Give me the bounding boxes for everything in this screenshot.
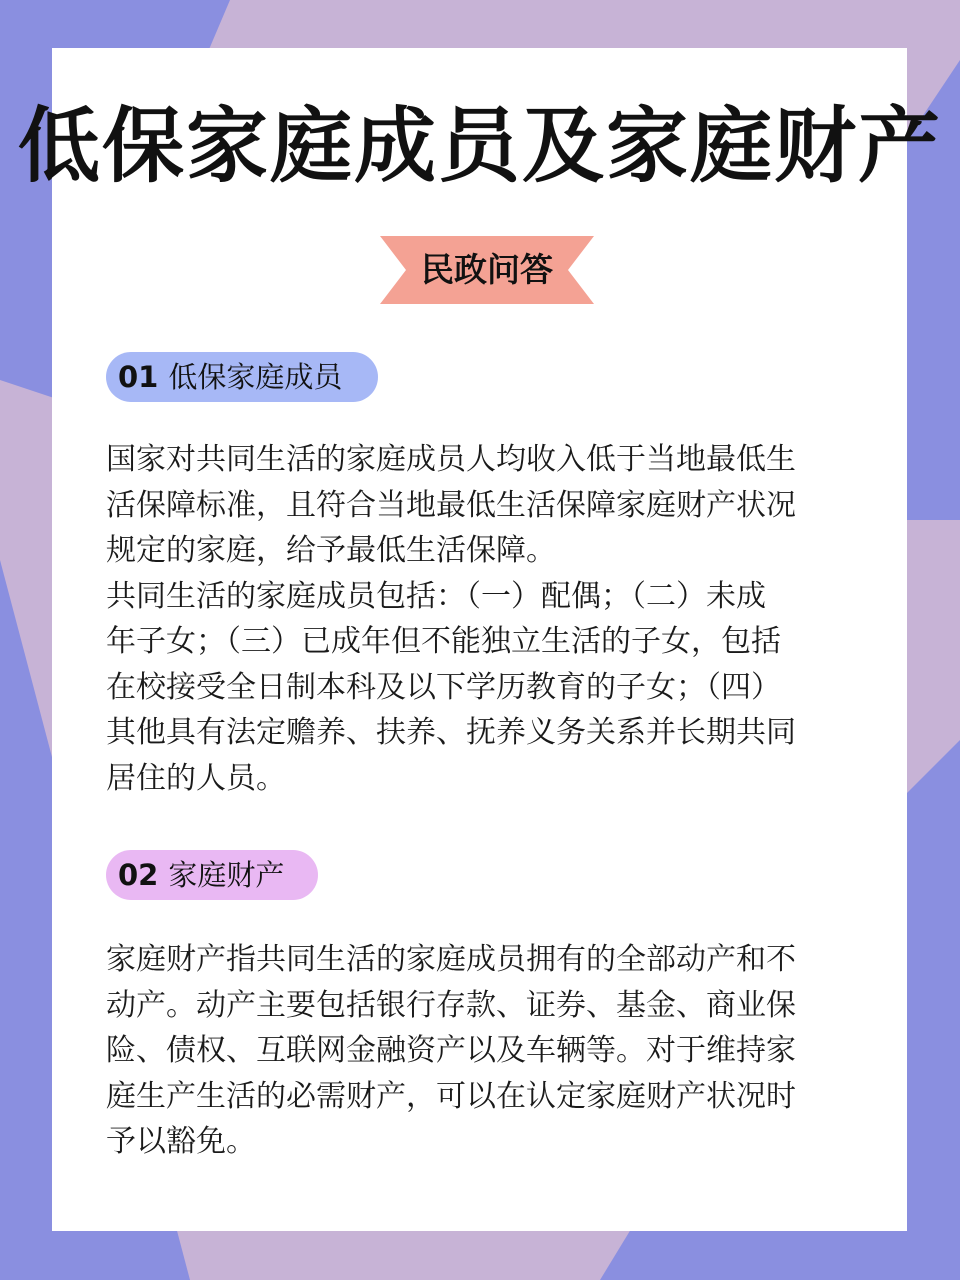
body-line: 规定的家庭，给予最低生活保障。 — [106, 533, 556, 568]
badge-label: 民政问答 — [421, 250, 553, 289]
body-line: 予以豁免。 — [106, 1124, 256, 1159]
section-1-heading — [106, 352, 378, 402]
body-line: 在校接受全日制本科及以下学历教育的子女；（四） — [106, 669, 781, 705]
body-line: 年子女；（三）已成年但不能独立生活的子女，包括 — [106, 624, 781, 659]
section-2-number: 02 — [118, 858, 159, 892]
section-1-title: 低保家庭成员 — [168, 360, 343, 394]
body-line: 家庭财产指共同生活的家庭成员拥有的全部动产和不 — [106, 942, 796, 977]
body-line: 居住的人员。 — [106, 760, 286, 796]
body-line: 动产。动产主要包括银行存款、证券、基金、商业保 — [106, 987, 796, 1023]
body-line: 共同生活的家庭成员包括：（一）配偶；（二）未成 — [106, 578, 766, 614]
body-line: 其他具有法定赡养、扶养、抚养义务关系并长期共同 — [106, 715, 796, 750]
body-line: 庭生产生活的必需财产，可以在认定家庭财产状况时 — [106, 1078, 796, 1114]
body-line: 国家对共同生活的家庭成员人均收入低于当地最低生 — [106, 442, 796, 477]
body-line: 活保障标准，且符合当地最低生活保障家庭财产状况 — [106, 487, 796, 523]
section-2-heading — [106, 850, 318, 900]
page-title: 低保家庭成员及家庭财产 — [17, 98, 942, 194]
section-2-body — [106, 937, 866, 1165]
section-2-title: 家庭财产 — [168, 858, 285, 892]
section-1-number: 01 — [118, 360, 159, 394]
body-line: 险、债权、互联网金融资产以及车辆等。对于维持家 — [106, 1033, 796, 1068]
section-1-body — [106, 437, 866, 801]
